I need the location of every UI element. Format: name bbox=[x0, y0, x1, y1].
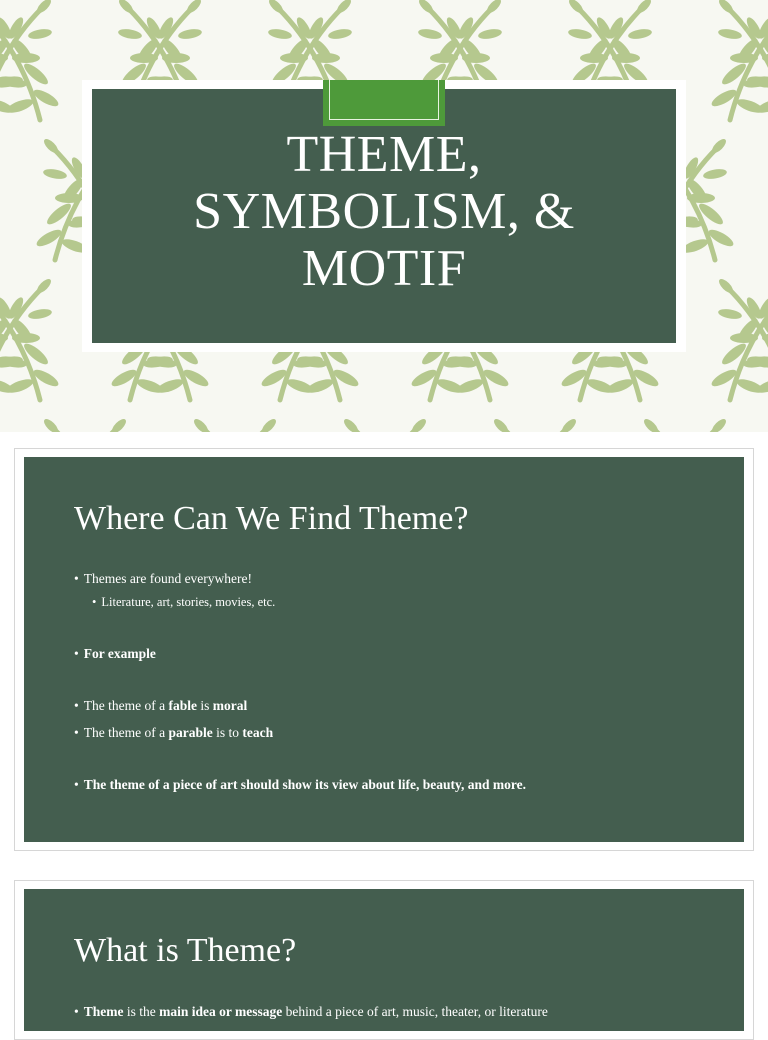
bullet-item: • For example bbox=[74, 646, 156, 661]
bullet-dot-icon: • bbox=[92, 595, 97, 609]
bullet-dot-icon: • bbox=[74, 646, 79, 661]
bullet-dot-icon: • bbox=[74, 698, 79, 713]
slide-title bbox=[92, 126, 676, 297]
bullet-item: • Theme is the main idea or message behind a piece of art, music, theater, or literature bbox=[74, 1004, 548, 1019]
slide-where-find-theme bbox=[14, 448, 754, 851]
leaf-frond-icon bbox=[0, 277, 61, 400]
slide-body bbox=[24, 889, 744, 1031]
bullet-dot-icon: • bbox=[74, 571, 79, 586]
bullet-dot-icon: • bbox=[74, 1004, 79, 1019]
bullet-item: • The theme of a piece of art should show its view about life, beauty, and more. bbox=[74, 777, 526, 792]
bullet-item: • The theme of a fable is moral bbox=[74, 698, 248, 713]
title-line-1: THEME, bbox=[286, 126, 482, 183]
bullet-item: • The theme of a parable is to teach bbox=[74, 725, 274, 740]
sub-bullet-item: • Literature, art, stories, movies, etc. bbox=[92, 595, 276, 609]
title-slide bbox=[0, 0, 768, 432]
title-line-2: SYMBOLISM, & bbox=[193, 183, 575, 240]
bullet-item: • Themes are found everywhere! bbox=[74, 571, 253, 586]
bullet-dot-icon: • bbox=[74, 725, 79, 740]
title-accent-tab-border bbox=[329, 80, 439, 120]
title-line-3: MOTIF bbox=[301, 240, 467, 297]
slide-heading: What is Theme? bbox=[74, 932, 297, 969]
bullet-dot-icon: • bbox=[74, 777, 79, 792]
slide-body bbox=[24, 457, 744, 842]
slide-what-is-theme bbox=[14, 880, 754, 1040]
slide-heading: Where Can We Find Theme? bbox=[74, 500, 469, 537]
